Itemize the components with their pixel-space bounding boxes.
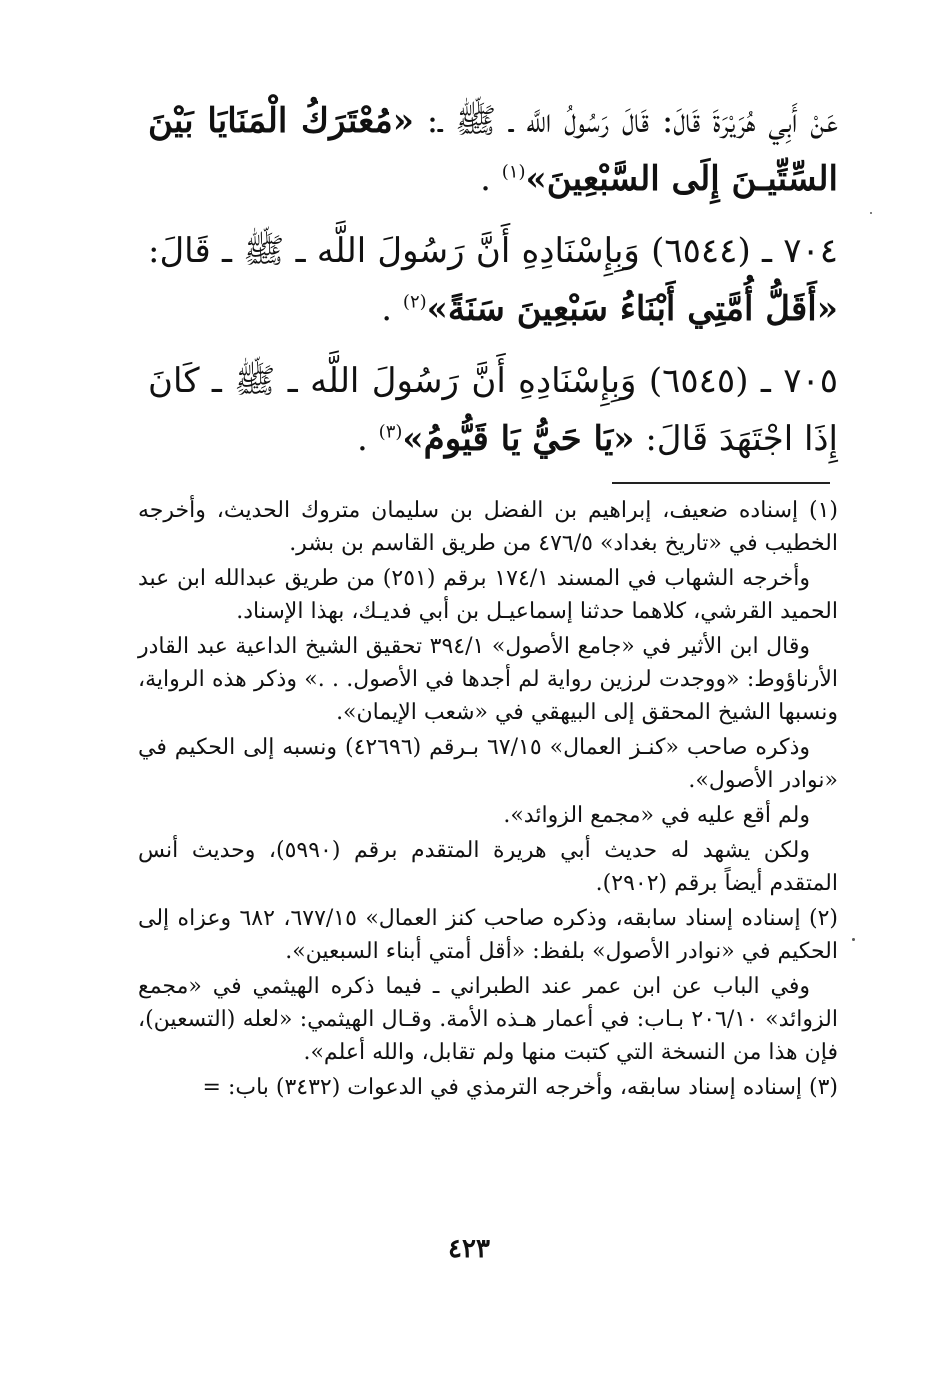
footnote-2-paragraph: (٢) إسناده إسناد سابقه، وذكره صاحب كنز العمال» ٦٧٧/١٥، ٦٨٢ وعزاه إلى الحكيم في «نوادر الأصول» بلفظ: «أقل أمتي أبناء السبعين». — [138, 906, 838, 964]
hadith-2-text: وَبِإِسْنَادِهِ أَنَّ رَسُولَ اللَّه ـ ﷺ ـ قَالَ: — [148, 231, 640, 271]
hadith-2-end: . — [381, 289, 403, 329]
footnote-1-continuation-4: ولم أقع عليه في «مجمع الزوائد». — [503, 803, 810, 828]
hadith-1-text: عَنْ أَبِي هُرَيْرَةَ قَالَ: قَالَ رَسُولُ اللَّه ـ ﷺ ـ: — [413, 101, 838, 141]
hadith-2-footnote-ref[interactable]: (٢) — [402, 291, 427, 313]
footnote-1-continuation-3: وذكره صاحب «كنـز العمال» ٦٧/١٥ بـرقم (٤٢٦٩٦) ونسبه إلى الحكيم في «نوادر الأصول». — [138, 735, 838, 793]
footnote-3-paragraph: (٣) إسناده إسناد سابقه، وأخرجه الترمذي في الدعوات (٣٤٣٢) باب: = — [202, 1075, 838, 1100]
footnote-1-continuation-2: وقال ابن الأثير في «جامع الأصول» ٣٩٤/١ تحقيق الشيخ الداعية عبد القادر الأرناؤوط: «ووجدت لرزين رواية لم أجدها في الأصول. . .» وذكر هذه الرواية، ونسبها الشيخ المحقق إلى البيهقي في «شعب الإيمان». — [138, 634, 838, 725]
footnote-1-paragraph: (١) إسناده ضعيف، إبراهيم بن الفضل بن سليمان متروك الحديث، وأخرجه الخطيب في «تاريخ بغداد» ٤٧٦/٥ من طريق القاسم بن بشر. — [138, 498, 838, 556]
footnotes-block — [138, 494, 838, 1106]
hadith-3-number: ٧٠٥ ـ (٦٥٤٥) — [636, 361, 839, 401]
page-number: ٤٢٣ — [448, 1234, 490, 1264]
scan-speck-mark — [870, 212, 872, 214]
hadith-1-quote: «مُعْتَرَكُ الْمَنَايَا بَيْنَ السِّتِّيـنَ إِلَى السَّبْعِينَ» — [148, 101, 838, 199]
hadith-3-text: وَبِإِسْنَادِهِ أَنَّ رَسُولَ اللَّه ـ ﷺ ـ كَانَ إِذَا اجْتَهَدَ قَالَ: — [148, 361, 838, 459]
footnote-2-continuation-1: وفي الباب عن ابن عمر عند الطبراني ـ فيما ذكره الهيثمي في «مجمع الزوائد» ٢٠٦/١٠ بـاب: في أعمار هـذه الأمة. وقـال الهيثمي: «لعله (التسعين)، فإن هذا من النسخة التي كتبت منها ولم تقابل، والله أعلم». — [138, 974, 838, 1065]
hadith-3-footnote-ref[interactable]: (٣) — [378, 421, 403, 443]
scan-speck-mark — [852, 938, 855, 941]
footnote-1-continuation-1: وأخرجه الشهاب في المسند ١٧٤/١ برقم (٢٥١) من طريق عبدالله ابن عبد الحميد القرشي، كلاهما حدثنا إسماعيـل بن أبي فديـك، بهذا الإسناد. — [138, 566, 838, 624]
hadith-1-footnote-ref[interactable]: (١) — [501, 161, 526, 183]
hadith-2-quote: «أَقَلُّ أُمَّتِي أَبْنَاءُ سَبْعِينَ سَنَةً» — [426, 289, 838, 329]
hadith-3-end: . — [357, 419, 379, 459]
hadith-text-block — [148, 92, 838, 482]
hadith-1-end: . — [480, 159, 502, 199]
hadith-paragraph-1 — [148, 92, 838, 208]
hadith-3-quote: «يَا حَيُّ يَا قَيُّومُ» — [402, 419, 635, 459]
hadith-paragraph-2 — [148, 222, 838, 338]
footnote-separator-line — [612, 482, 830, 484]
footnote-1-continuation-5: ولكن يشهد له حديث أبي هريرة المتقدم برقم (٥٩٩٠)، وحديث أنس المتقدم أيضاً برقم (٢٩٠٢). — [138, 838, 838, 896]
hadith-paragraph-3 — [148, 352, 838, 468]
hadith-2-number: ٧٠٤ ـ (٦٥٤٤) — [639, 231, 839, 271]
